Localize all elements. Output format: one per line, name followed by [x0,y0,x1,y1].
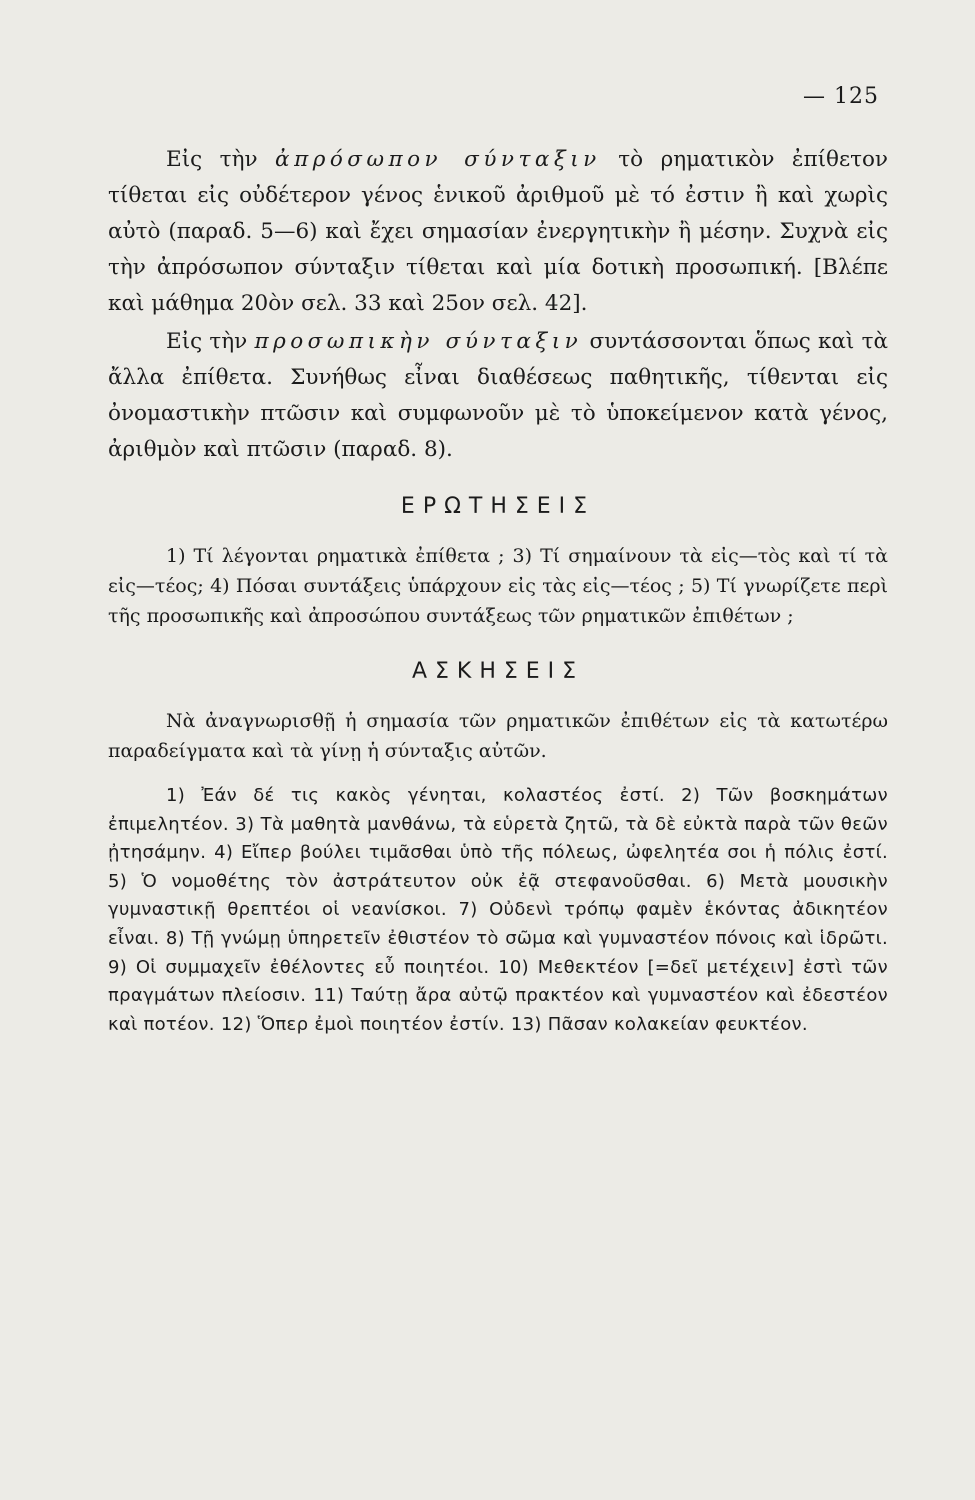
exercises-heading: ΑΣΚΗΣΕΙΣ [411,659,585,684]
exercises-intro: Νὰ ἀναγνωρισθῇ ἡ σημασία τῶν ρηματικῶν ἐπιθέτων εἰς τὰ κατωτέρω παραδείγματα καὶ τὰ γίνῃ ἡ σύνταξις αὐτῶν. [108,710,888,762]
para2-rest: συντάσσονται ὅπως καὶ τὰ ἄλλα ἐπίθετα. Συνήθως εἶναι διαθέσεως παθητικῆς, τίθενται εἰς ὀνομαστικὴν πτῶσιν καὶ συμφωνοῦν μὲ τὸ ὑποκείμενον κατὰ γένος, ἀριθμὸν καὶ πτῶσιν (παραδ. 8). [108,329,888,462]
exercises-text: 1) Ἐάν δέ τις κακὸς γένηται, κολαστέος ἐστί. 2) Τῶν βοσκημάτων ἐπιμελητέον. 3) Τὰ μαθητὰ μανθάνω, τὰ εὑρετὰ ζητῶ, τὰ δὲ εὐκτὰ παρὰ τῶν θεῶν ᾐτησάμην. 4) Εἴπερ βούλει τιμᾶσθαι ὑπὸ τῆς πόλεως, ὠφελητέα σοι ἡ πόλις ἐστί. 5) Ὁ νομοθέτης τὸν ἀστράτευτον οὐκ ἐᾷ στεφανοῦσθαι. 6) Μετὰ μουσικὴν γυμναστικῇ θρεπτέοι οἱ νεανίσκοι. 7) Οὐδενὶ τρόπῳ φαμὲν ἑκόντας ἀδικητέον εἶναι. 8) Τῇ γνώμῃ ὑπηρετεῖν ἐθιστέον τὸ σῶμα καὶ γυμναστέον πόνοις καὶ ἱδρῶτι. 9) Οἱ συμμαχεῖν ἐθέλοντες εὖ ποιητέοι. 10) Μεθεκτέον [=δεῖ μετέχειν] ἐστὶ τῶν πραγμάτων πλείοσιν. 11) Ταύτῃ ἄρα αὐτῷ πρακτέον καὶ γυμναστέον καὶ ἐδεστέον καὶ ποτέον. 12) Ὅπερ ἐμοὶ ποιητέον ἐστίν. 13) Πᾶσαν κολακείαν φευκτέον. [108,785,888,1035]
questions-text: 1) Τί λέγονται ρηματικὰ ἐπίθετα ; 3) Τί σημαίνουν τὰ εἰς—τὸς καὶ τί τὰ εἰς—τέος; 4) Πόσαι συντάξεις ὑπάρχουν εἰς τὰς εἰς—τέος ; 5) Τί γνωρίζετε περὶ τῆς προσωπικῆς καὶ ἀπροσώπου συντάξεως τῶν ρηματικῶν ἐπιθέτων ; [108,545,888,627]
paragraph-personal-syntax [108,324,888,468]
page-body [108,142,888,1039]
para1-rest: τὸ ρηματικὸν ἐπίθετον τίθεται εἰς οὐδέτερον γένος ἑνικοῦ ἀριθμοῦ μὲ τό ἐστιν ἢ καὶ χωρὶς αὐτὸ (παραδ. 5—6) καὶ ἔχει σημασίαν ἐνεργητικὴν ἢ μέσην. Συχνὰ εἰς τὴν ἀπρόσωπον σύνταξιν τίθεται καὶ μία δοτικὴ προσωπική. [Βλέπε καὶ μάθημα 20ὸν σελ. 33 καὶ 25ον σελ. 42]. [108,147,888,316]
paragraph-impersonal-syntax [108,142,888,322]
para2-lead: Εἰς τὴν [166,329,255,354]
para2-term: προσωπικὴν σύνταξιν [254,329,583,354]
para1-term: ἀπρόσωπον σύνταξιν [275,147,601,172]
para1-lead: Εἰς τὴν [166,147,276,172]
questions-heading: ΕΡΩΤΗΣΕΙΣ [400,494,596,519]
page-number: — 125 [803,84,879,109]
